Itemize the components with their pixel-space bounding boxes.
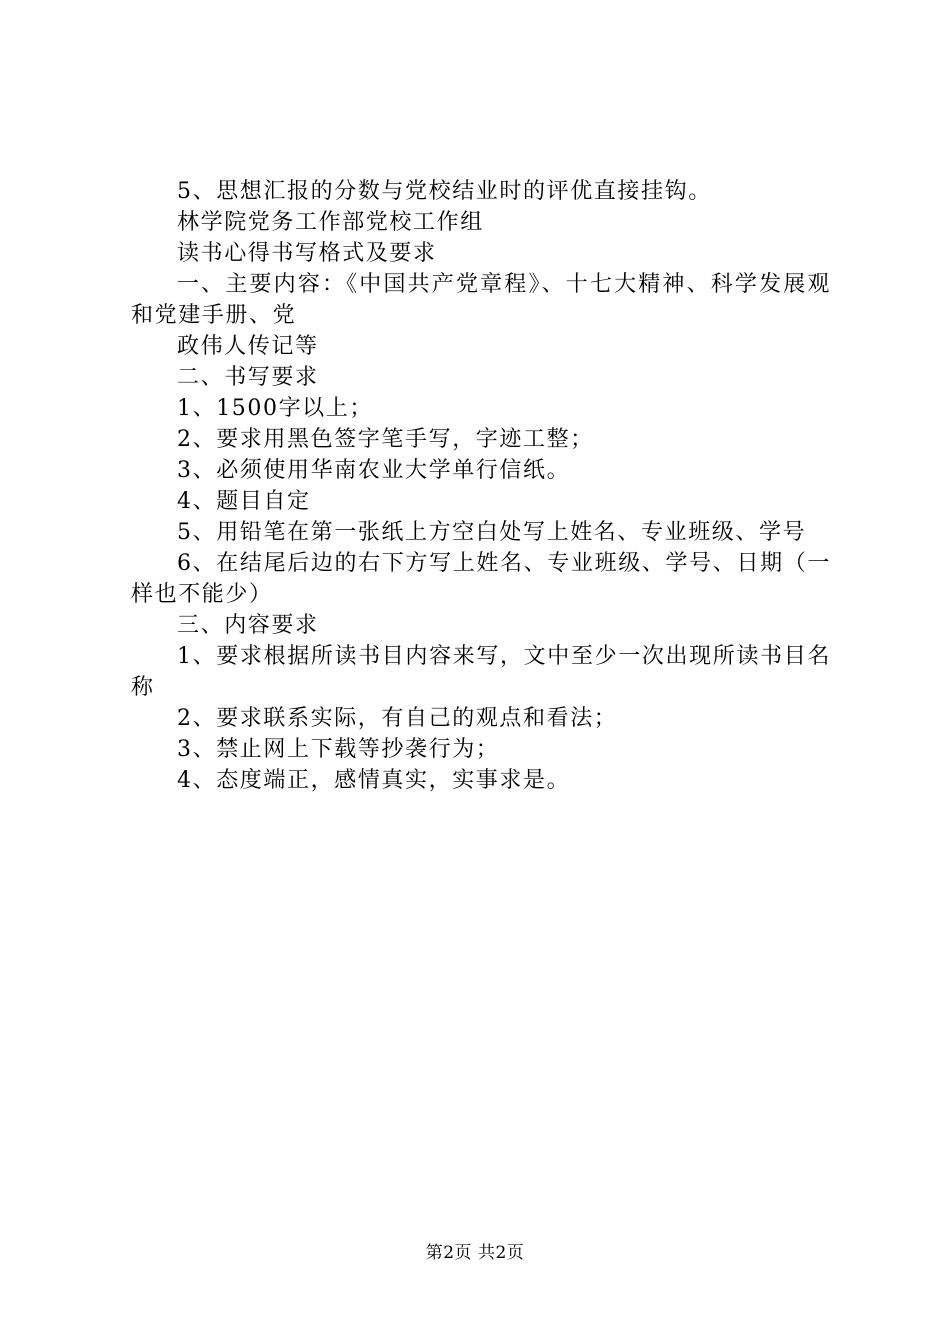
paragraph-9: 3、必须使用华南农业大学单行信纸。: [177, 458, 571, 483]
paragraph-7: 1、1500字以上；: [177, 396, 373, 421]
paragraph-3: 读书心得书写格式及要求: [177, 241, 437, 266]
paragraph-13: 三、内容要求: [177, 613, 319, 638]
paragraph-17: 4、态度端正，感情真实，实事求是。: [177, 768, 571, 793]
paragraph-11: 5、用铅笔在第一张纸上方空白处写上姓名、专业班级、学号: [177, 520, 807, 545]
paragraph-1: 5、思想汇报的分数与党校结业时的评优直接挂钩。: [177, 179, 712, 204]
paragraph-4: 一、主要内容：《中国共产党章程》、十七大精神、科学发展观和党建手册、党: [131, 272, 831, 328]
paragraph-14: 1、要求根据所读书目内容来写，文中至少一次出现所读书目名称: [131, 644, 831, 700]
paragraph-6: 二、书写要求: [177, 365, 319, 390]
page-number-footer: 第2页 共2页: [425, 1243, 525, 1263]
paragraph-10: 4、题目自定: [177, 489, 311, 514]
paragraph-2: 林学院党务工作部党校工作组: [177, 210, 484, 235]
paragraph-8: 2、要求用黑色签字笔手写，字迹工整；: [177, 427, 594, 452]
paragraph-5: 政伟人传记等: [177, 334, 319, 359]
paragraph-16: 3、禁止网上下载等抄袭行为；: [177, 737, 500, 762]
document-body: [131, 176, 831, 796]
paragraph-15: 2、要求联系实际，有自己的观点和看法；: [177, 706, 618, 731]
paragraph-12: 6、在结尾后边的右下方写上姓名、专业班级、学号、日期（一样也不能少）: [131, 551, 831, 607]
